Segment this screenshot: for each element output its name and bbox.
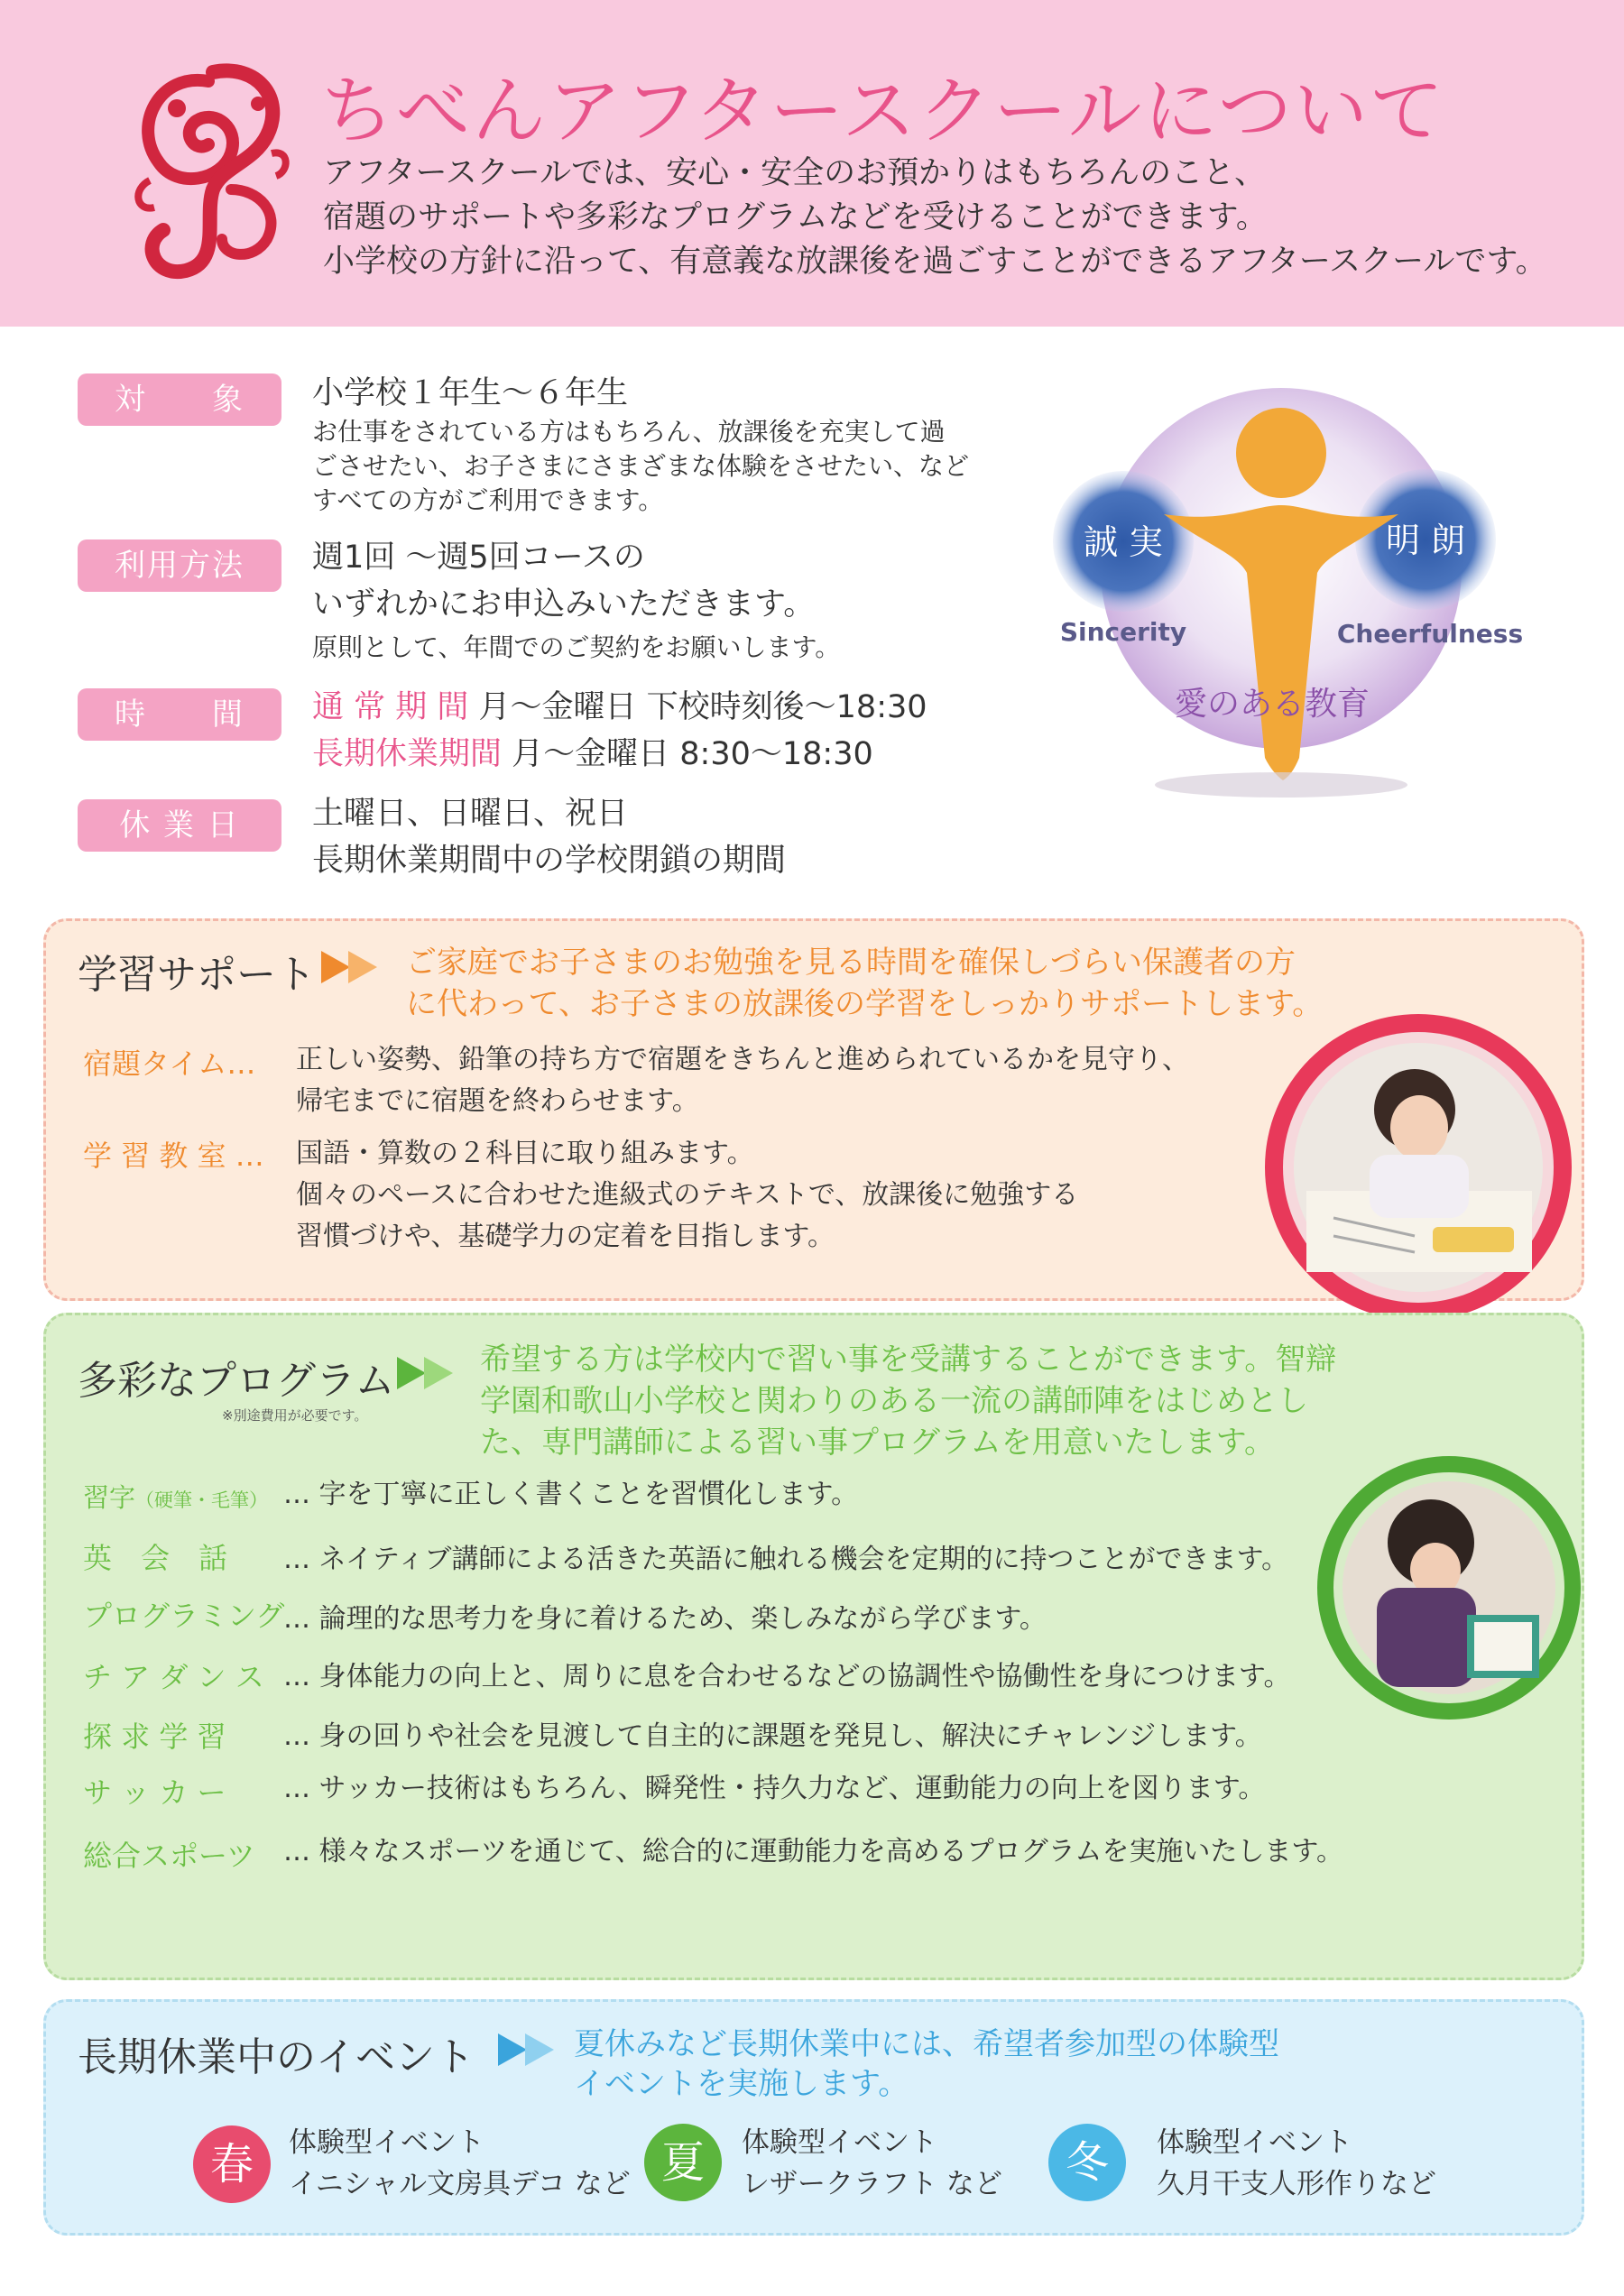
double-arrow-icon bbox=[397, 1357, 460, 1389]
hours-value: 月～金曜日 8:30～18:30 bbox=[512, 736, 873, 772]
homework-line: 正しい姿勢、鉛筆の持ち方で宿題をきちんと進められているかを見守り、 bbox=[296, 1044, 1189, 1075]
usage-main bbox=[312, 534, 815, 628]
emblem-left-en: Sincerity bbox=[1059, 617, 1187, 647]
usage-line: いずれかにお申込みいただきます。 bbox=[312, 586, 816, 622]
student-studying-photo bbox=[1261, 1010, 1575, 1324]
figure-head bbox=[1236, 408, 1326, 498]
holidays-text bbox=[312, 790, 786, 884]
winter-event-text bbox=[1157, 2122, 1436, 2205]
holidays-line: 土曜日、日曜日、祝日 bbox=[312, 796, 629, 832]
programs-description bbox=[480, 1339, 1336, 1463]
double-arrow-icon bbox=[321, 951, 384, 983]
programs-desc-line: た、専門講師による習い事プログラムを用意いたします。 bbox=[480, 1425, 1275, 1461]
study-class-label: 学 習 教 室 … bbox=[83, 1139, 264, 1173]
study-support-description bbox=[406, 942, 1323, 1025]
study-class-text bbox=[296, 1133, 1078, 1258]
target-desc-line: すべての方がご利用できます。 bbox=[312, 485, 664, 515]
hours-value: 月～金曜日 下校時刻後～18:30 bbox=[478, 689, 927, 725]
hours-label: 時 間 bbox=[78, 688, 281, 741]
program-label-text: 習字 bbox=[83, 1482, 136, 1513]
target-main: 小学校１年生～６年生 bbox=[312, 375, 629, 411]
study-desc-line: に代わって、お子さまの放課後の学習をしっかりサポートします。 bbox=[406, 986, 1324, 1022]
header-banner bbox=[0, 0, 1624, 327]
program-label-sports: 総合スポーツ bbox=[83, 1839, 255, 1873]
hours-term: 通 常 期 間 bbox=[312, 689, 469, 725]
hours-row-regular bbox=[312, 682, 927, 727]
intro-line: 小学校の方針に沿って、有意義な放課後を過ごすことができるアフタースクールです。 bbox=[323, 244, 1547, 280]
study-class-line: 個々のペースに合わせた進級式のテキストで、放課後に勉強する bbox=[296, 1179, 1079, 1211]
page-title: ちべんアフタースクールについて bbox=[320, 69, 1445, 154]
program-text-english: … ネイティブ講師による活きた英語に触れる機会を定期的に持つことができます。 bbox=[283, 1544, 1289, 1575]
winter-badge: 冬 bbox=[1048, 2124, 1126, 2201]
programs-desc-line: 希望する方は学校内で習い事を受講することができます。智辯 bbox=[480, 1342, 1337, 1378]
holidays-line: 長期休業期間中の学校閉鎖の期間 bbox=[312, 843, 787, 879]
emblem-right-en: Cheerfulness bbox=[1336, 619, 1524, 649]
summer-badge: 夏 bbox=[644, 2124, 722, 2201]
program-label-soccer: サ ッ カ ー bbox=[83, 1775, 226, 1810]
event-name: レザークラフト など bbox=[742, 2168, 1002, 2200]
hours-row-long-break bbox=[312, 729, 873, 774]
program-label-english: 英 会 話 bbox=[83, 1541, 228, 1575]
homework-time-label: 宿題タイム… bbox=[83, 1047, 256, 1081]
events-desc-line: 夏休みなど長期休業中には、希望者参加型の体験型 bbox=[574, 2026, 1279, 2062]
program-label-programming: プログラミング bbox=[83, 1599, 285, 1633]
education-motto-emblem bbox=[1029, 379, 1534, 803]
programs-desc-line: 学園和歌山小学校と関わりのある一流の講師陣をはじめとし bbox=[480, 1383, 1308, 1419]
program-text-sports: … 様々なスポーツを通じて、総合的に運動能力を高めるプログラムを実施いたします。 bbox=[283, 1836, 1344, 1867]
program-label-cheerdance: チ ア ダ ン ス bbox=[83, 1660, 264, 1694]
program-label-small: （硬筆・毛筆） bbox=[135, 1489, 269, 1511]
program-text-inquiry: … 身の回りや社会を見渡して自主的に課題を発見し、解決にチャレンジします。 bbox=[283, 1720, 1262, 1752]
target-description bbox=[312, 415, 969, 518]
summer-event-text bbox=[742, 2122, 1002, 2205]
study-class-line: 習慣づけや、基礎学力の定着を目指します。 bbox=[296, 1221, 835, 1252]
program-label-inquiry: 探 求 学 習 bbox=[83, 1720, 226, 1754]
double-arrow-icon bbox=[498, 2033, 561, 2066]
study-class-line: 国語・算数の２科目に取り組みます。 bbox=[296, 1138, 754, 1169]
events-desc-line: イベントを実施します。 bbox=[574, 2066, 909, 2102]
programs-title: 多彩なプログラム bbox=[78, 1358, 395, 1404]
event-type: 体験型イベント bbox=[289, 2126, 484, 2159]
emblem-motto: 愛のある教育 bbox=[1174, 686, 1370, 723]
emblem-right-word: 明 朗 bbox=[1385, 521, 1466, 560]
emblem-left-word: 誠 実 bbox=[1083, 522, 1164, 562]
spring-event-text bbox=[289, 2122, 631, 2205]
events-description bbox=[574, 2024, 1279, 2104]
study-support-title: 学習サポート bbox=[78, 952, 316, 998]
usage-label: 利用方法 bbox=[78, 539, 281, 592]
event-name: 久月干支人形作りなど bbox=[1157, 2168, 1436, 2200]
school-crest-logo-icon bbox=[123, 54, 294, 281]
event-type: 体験型イベント bbox=[1157, 2126, 1352, 2159]
target-label: 対 象 bbox=[78, 373, 281, 426]
student-writing-photo bbox=[1314, 1452, 1584, 1723]
intro-line: アフタースクールでは、安心・安全のお預かりはもちろんのこと、 bbox=[323, 155, 1267, 191]
intro-text bbox=[323, 152, 1547, 284]
usage-line: 週1回 ～週5回コースの bbox=[312, 539, 645, 576]
spring-badge: 春 bbox=[193, 2125, 271, 2203]
program-label-calligraphy bbox=[83, 1478, 268, 1515]
usage-sub: 原則として、年間でのご契約をお願いします。 bbox=[312, 632, 841, 662]
events-title: 長期休業中のイベント bbox=[78, 2034, 475, 2080]
homework-time-text bbox=[296, 1039, 1189, 1122]
program-text-soccer: … サッカー技術はもちろん、瞬発性・持久力など、運動能力の向上を図ります。 bbox=[283, 1773, 1266, 1804]
target-desc-line: お仕事をされている方はもちろん、放課後を充実して過 bbox=[312, 417, 946, 447]
program-text-calligraphy: … 字を丁寧に正しく書くことを習慣化します。 bbox=[283, 1479, 859, 1510]
study-desc-line: ご家庭でお子さまのお勉強を見る時間を確保しづらい保護者の方 bbox=[406, 945, 1296, 981]
intro-line: 宿題のサポートや多彩なプログラムなどを受けることができます。 bbox=[323, 199, 1268, 235]
hours-term: 長期休業期間 bbox=[312, 736, 503, 772]
programs-fee-note: ※別途費用が必要です。 bbox=[222, 1407, 368, 1424]
event-name: イニシャル文房具デコ など bbox=[289, 2168, 631, 2200]
event-type: 体験型イベント bbox=[742, 2126, 937, 2159]
target-desc-line: ごさせたい、お子さまにさまざまな体験をさせたい、など bbox=[312, 451, 970, 481]
holidays-label: 休 業 日 bbox=[78, 799, 281, 852]
program-text-programming: … 論理的な思考力を身に着けるため、楽しみながら学びます。 bbox=[283, 1603, 1047, 1635]
program-text-cheerdance: … 身体能力の向上と、周りに息を合わせるなどの協調性や協働性を身につけます。 bbox=[283, 1661, 1291, 1692]
homework-line: 帰宅までに宿題を終わらせます。 bbox=[296, 1085, 699, 1117]
